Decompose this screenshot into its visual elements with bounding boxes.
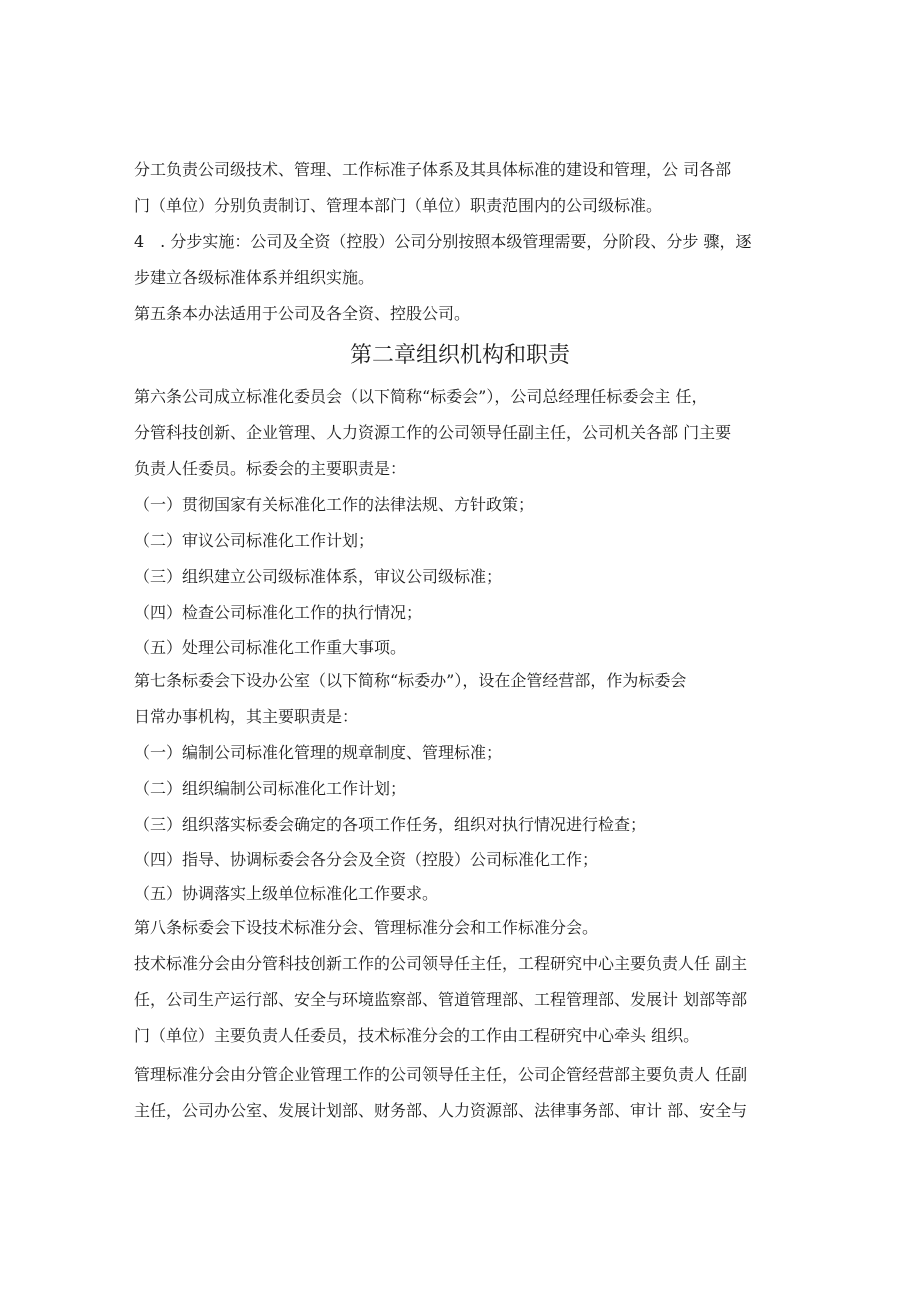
paragraph-line: 主任，公司办公室、发展计划部、财务部、人力资源部、法律事务部、审计 部、安全与 [134, 1101, 748, 1120]
paragraph-line: 4 . 分步实施：公司及全资（控股）公司分别按照本级管理需要，分阶段、分步 骤，逐 [134, 232, 752, 251]
list-item: （二）组织编制公司标准化工作计划； [134, 779, 407, 798]
paragraph-line: 技术标准分会由分管科技创新工作的公司领导任主任，工程研究中心主要负责人任 副主 [134, 954, 748, 973]
list-item: （五）协调落实上级单位标准化工作要求。 [134, 884, 439, 903]
paragraph-line: 门（单位）分别负责制订、管理本部门（单位）职责范围内的公司级标准。 [134, 196, 663, 215]
paragraph-line: 第八条标委会下设技术标准分会、管理标准分会和工作标准分会。 [134, 918, 599, 937]
paragraph-line: 任，公司生产运行部、安全与环境监察部、管道管理部、工程管理部、发展计 划部等部 [134, 990, 748, 1009]
paragraph-line: 分工负责公司级技术、管理、工作标准子体系及其具体标准的建设和管理，公 司各部 [134, 160, 732, 179]
list-item: （一）贯彻国家有关标准化工作的法律法规、方针政策； [134, 495, 535, 514]
chapter-heading: 第二章组织机构和职责 [349, 343, 570, 368]
paragraph-line: 第六条公司成立标准化委员会（以下简称“标委会”），公司总经理任标委会主 任， [134, 387, 708, 406]
paragraph-line: 负责人任委员。标委会的主要职责是： [134, 459, 407, 478]
paragraph-line: 日常办事机构，其主要职责是： [134, 707, 359, 726]
list-item: （一）编制公司标准化管理的规章制度、管理标准； [134, 743, 503, 762]
paragraph-line: 门（单位）主要负责人任委员，技术标准分会的工作由工程研究中心牵头 组织。 [134, 1026, 700, 1045]
list-item: （二）审议公司标准化工作计划； [134, 531, 375, 550]
paragraph-line: 管理标准分会由分管企业管理工作的公司领导任主任，公司企管经营部主要负责人 任副 [134, 1065, 748, 1084]
list-item: （三）组织建立公司级标准体系，审议公司级标准； [134, 567, 503, 586]
list-item: （五）处理公司标准化工作重大事项。 [134, 638, 407, 657]
list-item: （四）指导、协调标委会各分会及全资（控股）公司标准化工作； [134, 850, 599, 869]
paragraph-line: 步建立各级标准体系并组织实施。 [134, 268, 375, 287]
paragraph-line: 第七条标委会下设办公室（以下简称“标委办”），设在企管经营部，作为标委会 [134, 671, 687, 690]
list-item: （四）检查公司标准化工作的执行情况； [134, 603, 423, 622]
paragraph-line: 第五条本办法适用于公司及各全资、控股公司。 [134, 304, 471, 323]
list-item: （三）组织落实标委会确定的各项工作任务，组织对执行情况进行检查； [134, 815, 647, 834]
paragraph-line: 分管科技创新、企业管理、人力资源工作的公司领导任副主任，公司机关各部 门主要 [134, 423, 732, 442]
